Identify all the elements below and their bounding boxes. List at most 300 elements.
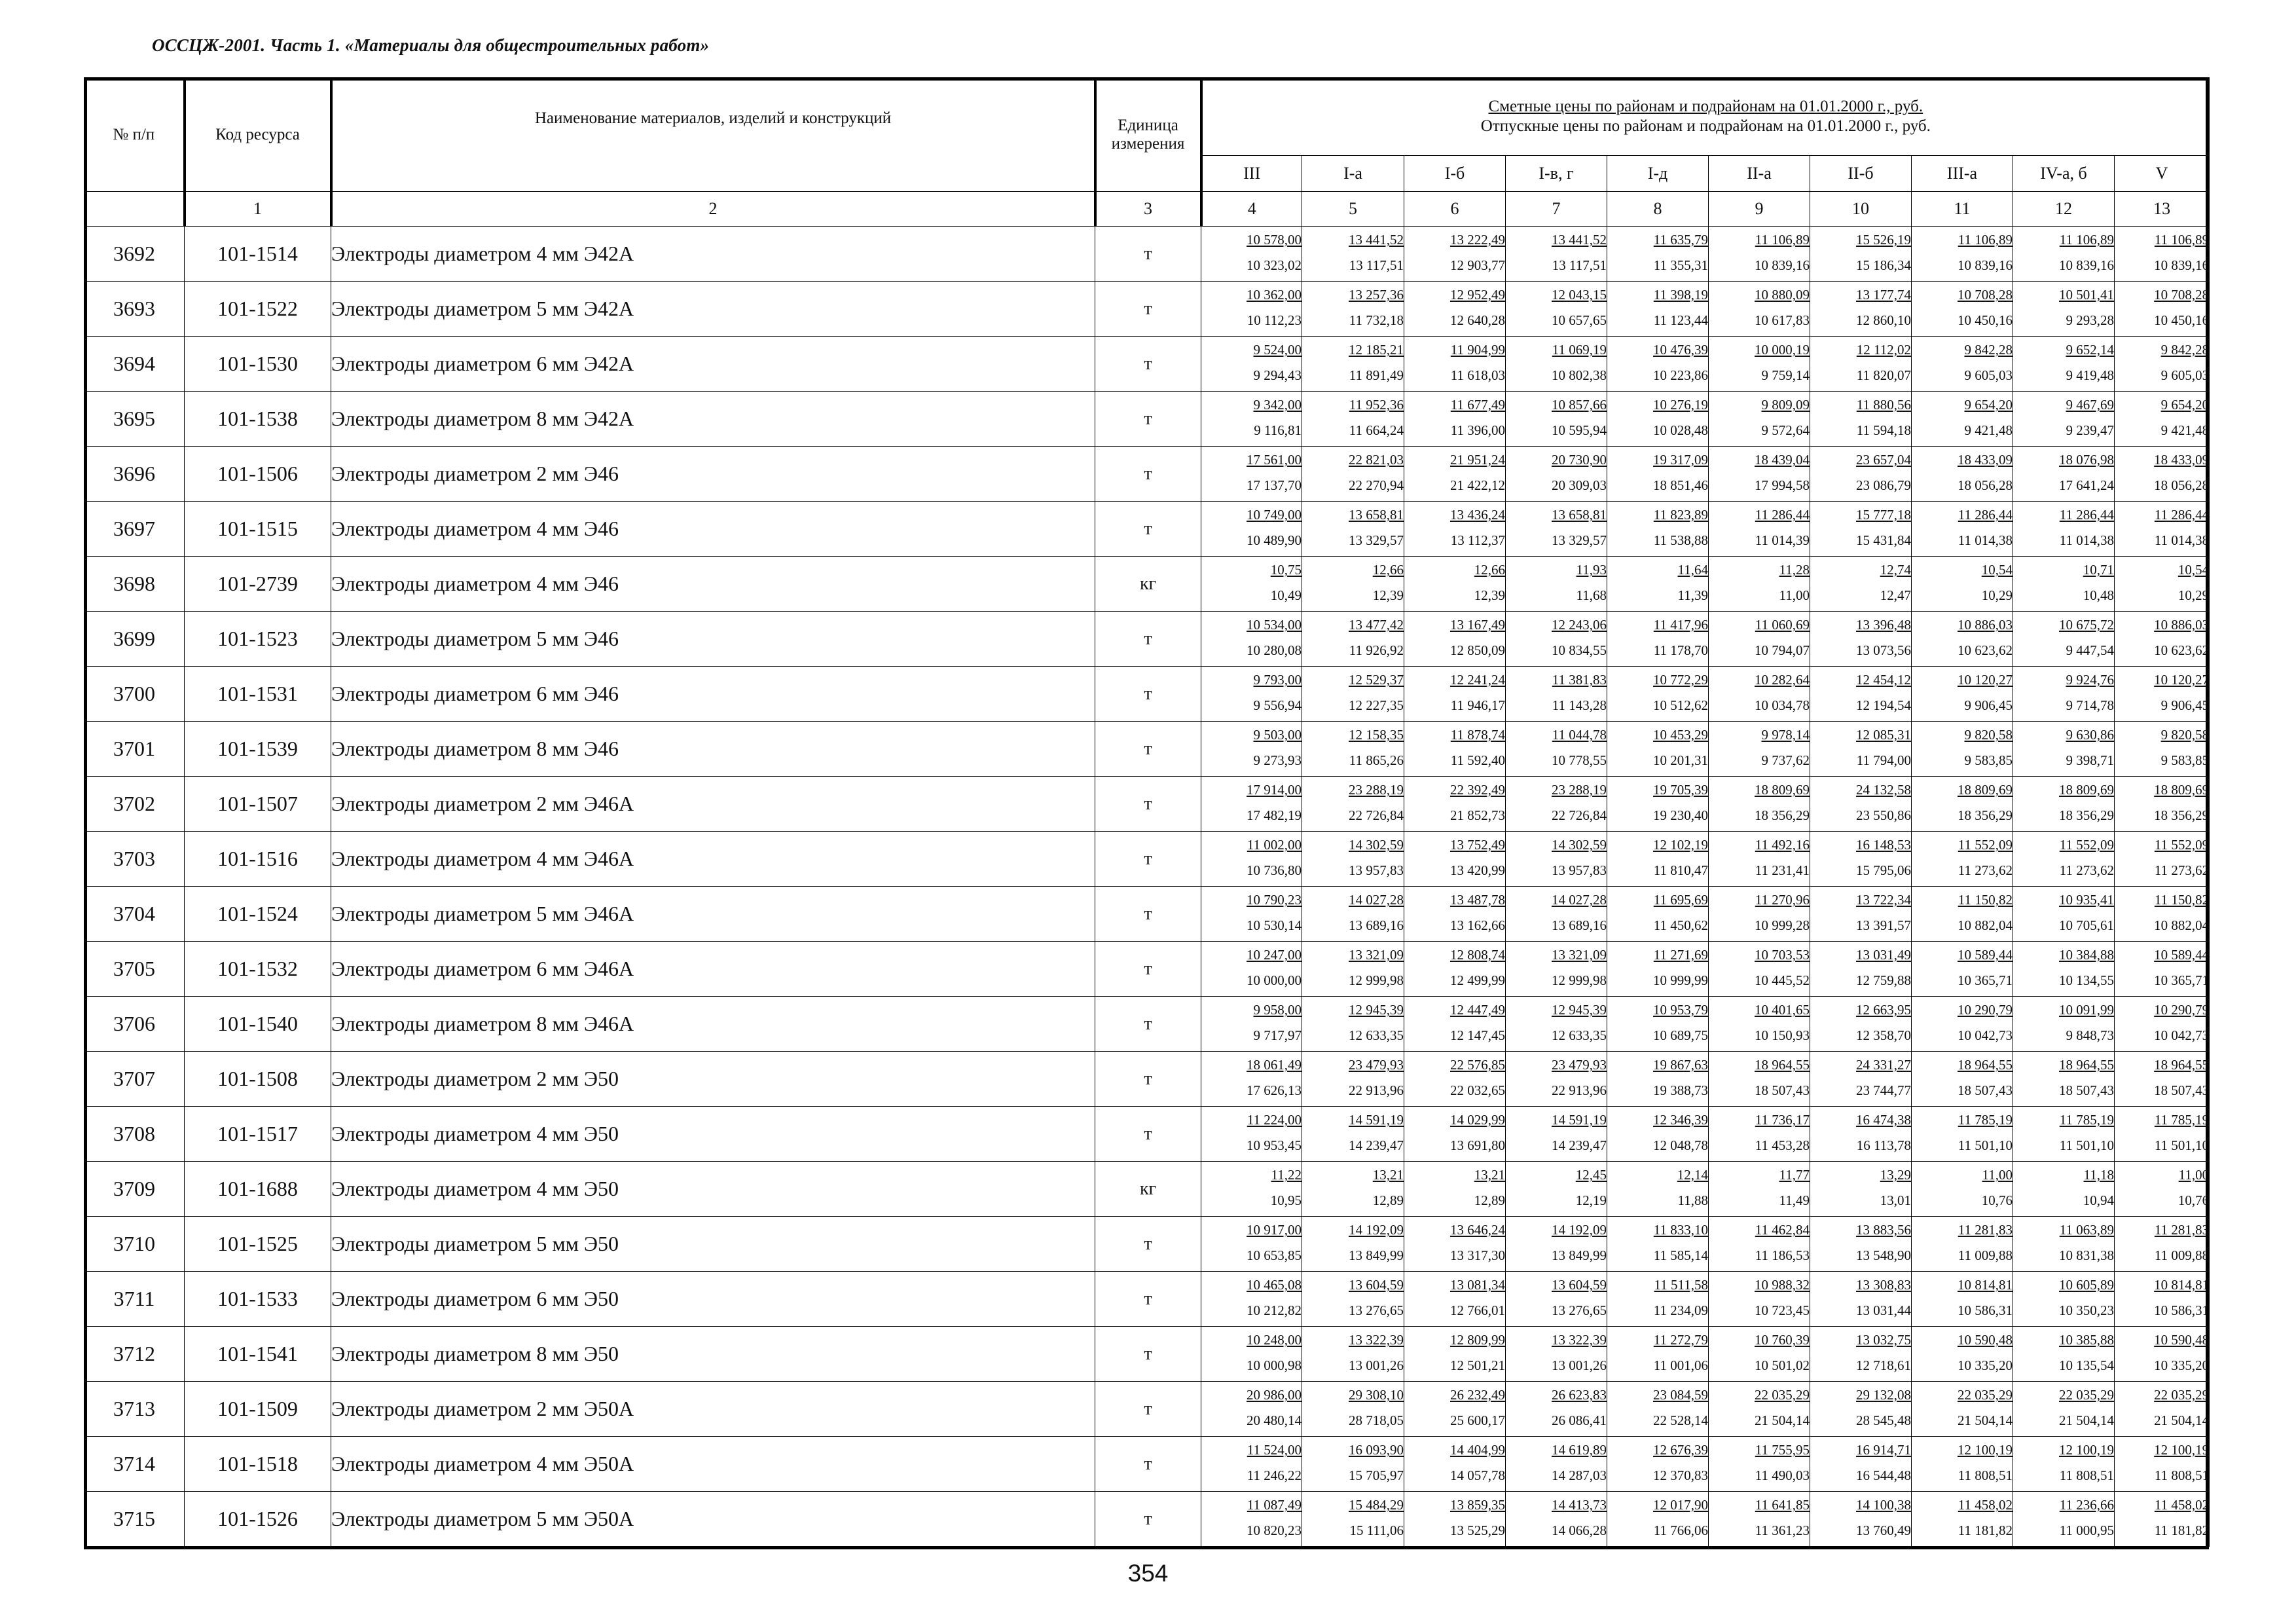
price-cell xyxy=(1404,1107,1506,1162)
price-cell xyxy=(1404,392,1506,447)
price-cell xyxy=(1607,722,1709,777)
unit-of-measure: т xyxy=(1095,942,1201,997)
release-price: 10,49 xyxy=(1270,587,1302,603)
material-name: Электроды диаметром 2 мм Э46А xyxy=(331,777,1095,832)
estimate-price: 18 809,69 xyxy=(1755,782,1810,798)
release-price: 11 361,23 xyxy=(1755,1522,1810,1538)
header-release-title: Отпускные цены по районам и подрайонам на 01.01.2000 г., руб. xyxy=(1480,117,1931,135)
price-cell xyxy=(1912,1437,2013,1492)
material-name: Электроды диаметром 4 мм Э46 xyxy=(331,557,1095,612)
price-cell xyxy=(1201,227,1302,282)
estimate-price: 9 652,14 xyxy=(2066,342,2114,358)
estimate-price: 11 281,83 xyxy=(2154,1222,2210,1238)
release-price: 12 850,09 xyxy=(1450,642,1505,658)
estimate-price: 10 120,27 xyxy=(1958,672,2013,688)
estimate-price: 10 988,32 xyxy=(1755,1277,1810,1293)
price-cell xyxy=(1302,1052,1404,1107)
price-cell xyxy=(1810,1437,1912,1492)
table-row xyxy=(84,557,2210,612)
estimate-price: 18 433,09 xyxy=(2154,452,2210,468)
header-region: V xyxy=(2115,156,2210,192)
estimate-price: 12 529,37 xyxy=(1349,672,1404,688)
price-cell xyxy=(1912,612,2013,667)
header-column-number-empty xyxy=(84,192,185,227)
price-cell xyxy=(1607,612,1709,667)
estimate-price: 14 100,38 xyxy=(1856,1497,1911,1513)
release-price: 15 705,97 xyxy=(1349,1467,1404,1483)
estimate-price: 22 035,29 xyxy=(2059,1387,2114,1403)
estimate-price: 11 381,83 xyxy=(1552,672,1607,688)
price-cell xyxy=(1506,1107,1607,1162)
estimate-price: 10,54 xyxy=(2178,562,2210,578)
release-price: 10 839,16 xyxy=(1958,257,2013,273)
release-price: 11 810,47 xyxy=(1653,862,1708,878)
estimate-price: 9 342,00 xyxy=(1253,397,1302,413)
release-price: 10 839,16 xyxy=(2154,257,2210,273)
header-prices xyxy=(1201,78,2210,156)
price-cell xyxy=(1404,612,1506,667)
price-cell xyxy=(1404,942,1506,997)
price-cell xyxy=(1607,227,1709,282)
estimate-price: 9 978,14 xyxy=(1761,727,1810,743)
release-price: 10 323,02 xyxy=(1247,257,1302,273)
price-cell xyxy=(1506,1437,1607,1492)
price-cell xyxy=(1810,282,1912,337)
material-name: Электроды диаметром 8 мм Э46 xyxy=(331,722,1095,777)
estimate-price: 11,77 xyxy=(1779,1167,1810,1183)
release-price: 13 317,30 xyxy=(1450,1247,1505,1263)
estimate-price: 11,18 xyxy=(2083,1167,2114,1183)
release-price: 10 736,80 xyxy=(1247,862,1302,878)
price-cell xyxy=(1810,612,1912,667)
estimate-price: 15 484,29 xyxy=(1349,1497,1404,1513)
estimate-price: 18 061,49 xyxy=(1247,1057,1302,1073)
estimate-price: 10 790,23 xyxy=(1247,892,1302,908)
estimate-price: 10 760,39 xyxy=(1755,1332,1810,1348)
unit-of-measure: т xyxy=(1095,502,1201,557)
release-price: 9 294,43 xyxy=(1253,367,1302,383)
release-price: 13 689,16 xyxy=(1552,917,1607,933)
estimate-price: 16 474,38 xyxy=(1856,1112,1911,1128)
resource-code: 101-1523 xyxy=(185,612,331,667)
price-cell xyxy=(1607,887,1709,942)
estimate-price: 13 658,81 xyxy=(1552,507,1607,523)
header-column-number: 12 xyxy=(2013,192,2115,227)
estimate-price: 12 945,39 xyxy=(1552,1002,1607,1018)
price-cell xyxy=(1607,337,1709,392)
price-cell xyxy=(1709,887,1810,942)
price-cell xyxy=(1912,1107,2013,1162)
price-cell xyxy=(1810,1162,1912,1217)
price-cell xyxy=(1607,447,1709,502)
estimate-price: 11,64 xyxy=(1677,562,1708,578)
estimate-price: 12 102,19 xyxy=(1653,837,1708,853)
unit-of-measure: т xyxy=(1095,282,1201,337)
estimate-price: 12 809,99 xyxy=(1450,1332,1505,1348)
estimate-price: 12,74 xyxy=(1880,562,1911,578)
price-cell xyxy=(1404,227,1506,282)
price-cell xyxy=(1506,942,1607,997)
table-row xyxy=(84,1272,2210,1327)
price-cell xyxy=(1912,1327,2013,1382)
price-cell xyxy=(2115,1327,2210,1382)
release-price: 13 112,37 xyxy=(1450,532,1505,548)
release-price: 13 329,57 xyxy=(1349,532,1404,548)
estimate-price: 9 793,00 xyxy=(1253,672,1302,688)
release-price: 10 820,23 xyxy=(1247,1522,1302,1538)
estimate-price: 13 322,39 xyxy=(1552,1332,1607,1348)
estimate-price: 11 286,44 xyxy=(2154,507,2210,523)
estimate-price: 10 465,08 xyxy=(1247,1277,1302,1293)
release-price: 18 056,28 xyxy=(1958,477,2013,493)
estimate-price: 13 321,09 xyxy=(1349,947,1404,963)
release-price: 11 231,41 xyxy=(1755,862,1810,878)
estimate-price: 13 441,52 xyxy=(1552,232,1607,248)
price-cell xyxy=(1302,337,1404,392)
price-cell xyxy=(2013,337,2115,392)
price-cell xyxy=(2013,282,2115,337)
resource-code: 101-1538 xyxy=(185,392,331,447)
release-price: 21 852,73 xyxy=(1450,807,1505,823)
release-price: 19 388,73 xyxy=(1653,1082,1708,1098)
estimate-price: 14 302,59 xyxy=(1552,837,1607,853)
row-number: 3713 xyxy=(84,1382,185,1437)
price-cell xyxy=(1404,1162,1506,1217)
price-cell xyxy=(1404,337,1506,392)
release-price: 10 999,28 xyxy=(1755,917,1810,933)
price-cell xyxy=(1404,1327,1506,1382)
release-price: 11 594,18 xyxy=(1856,422,1911,438)
price-cell xyxy=(2013,612,2115,667)
estimate-price: 11 106,89 xyxy=(2059,232,2114,248)
estimate-price: 9 654,20 xyxy=(2160,397,2210,413)
price-cell xyxy=(1607,1437,1709,1492)
price-cell xyxy=(1912,502,2013,557)
estimate-price: 9 467,69 xyxy=(2066,397,2114,413)
release-price: 21 422,12 xyxy=(1450,477,1505,493)
header-region: I-д xyxy=(1607,156,1709,192)
price-cell xyxy=(1912,1272,2013,1327)
estimate-price: 11 458,02 xyxy=(1958,1497,2013,1513)
estimate-price: 11,28 xyxy=(1779,562,1810,578)
estimate-price: 18 809,69 xyxy=(2059,782,2114,798)
release-price: 18 507,43 xyxy=(1958,1082,2013,1098)
price-cell xyxy=(1709,502,1810,557)
release-price: 17 994,58 xyxy=(1755,477,1810,493)
price-cell xyxy=(2115,942,2210,997)
price-cell xyxy=(1201,1327,1302,1382)
release-price: 13 031,44 xyxy=(1856,1302,1911,1318)
estimate-price: 9 820,58 xyxy=(1964,727,2013,743)
release-price: 11,39 xyxy=(1677,587,1708,603)
unit-of-measure: т xyxy=(1095,832,1201,887)
estimate-price: 11 224,00 xyxy=(1247,1112,1302,1128)
price-cell xyxy=(2013,227,2115,282)
release-price: 18 356,29 xyxy=(1755,807,1810,823)
material-name: Электроды диаметром 4 мм Э46 xyxy=(331,502,1095,557)
estimate-price: 11 069,19 xyxy=(1552,342,1607,358)
price-cell xyxy=(1302,832,1404,887)
release-price: 22 913,96 xyxy=(1349,1082,1404,1098)
estimate-price: 18 964,55 xyxy=(1958,1057,2013,1073)
resource-code: 101-1688 xyxy=(185,1162,331,1217)
price-cell xyxy=(1810,832,1912,887)
estimate-price: 9 842,28 xyxy=(2160,342,2210,358)
price-cell xyxy=(1404,997,1506,1052)
unit-of-measure: т xyxy=(1095,997,1201,1052)
estimate-price: 13 604,59 xyxy=(1552,1277,1607,1293)
estimate-price: 18 809,69 xyxy=(1958,782,2013,798)
price-cell xyxy=(1404,1272,1506,1327)
release-price: 10 450,16 xyxy=(2154,312,2210,328)
price-cell xyxy=(1201,667,1302,722)
release-price: 11 946,17 xyxy=(1450,697,1505,713)
header-region: I-в, г xyxy=(1506,156,1607,192)
price-cell xyxy=(1506,1492,1607,1547)
resource-code: 101-2739 xyxy=(185,557,331,612)
header-column-number: 1 xyxy=(185,192,331,227)
release-price: 13 391,57 xyxy=(1856,917,1911,933)
release-price: 9 848,73 xyxy=(2066,1027,2114,1043)
estimate-price: 15 777,18 xyxy=(1856,507,1911,523)
table-row xyxy=(84,1382,2210,1437)
unit-of-measure: т xyxy=(1095,1272,1201,1327)
estimate-price: 13 604,59 xyxy=(1349,1277,1404,1293)
release-price: 12,39 xyxy=(1372,587,1404,603)
material-name: Электроды диаметром 4 мм Э50 xyxy=(331,1162,1095,1217)
estimate-price: 9 842,28 xyxy=(1964,342,2013,358)
header-column-number: 11 xyxy=(1912,192,2013,227)
material-name: Электроды диаметром 2 мм Э50А xyxy=(331,1382,1095,1437)
estimate-price: 11 060,69 xyxy=(1755,617,1810,633)
price-cell xyxy=(1709,832,1810,887)
release-price: 10 595,94 xyxy=(1552,422,1607,438)
release-price: 13 689,16 xyxy=(1349,917,1404,933)
release-price: 10 530,14 xyxy=(1247,917,1302,933)
release-price: 12,89 xyxy=(1474,1192,1505,1208)
estimate-price: 13 487,78 xyxy=(1450,892,1505,908)
price-cell xyxy=(1607,1162,1709,1217)
estimate-price: 12 085,31 xyxy=(1856,727,1911,743)
price-cell xyxy=(2013,1107,2115,1162)
release-price: 17 641,24 xyxy=(2059,477,2114,493)
estimate-price: 22 035,29 xyxy=(1755,1387,1810,1403)
resource-code: 101-1531 xyxy=(185,667,331,722)
estimate-price: 26 232,49 xyxy=(1450,1387,1505,1403)
price-cell xyxy=(1709,1052,1810,1107)
estimate-price: 11 635,79 xyxy=(1653,232,1708,248)
estimate-price: 14 404,99 xyxy=(1450,1442,1505,1458)
price-cell xyxy=(2115,1107,2210,1162)
price-cell xyxy=(1201,447,1302,502)
release-price: 13 525,29 xyxy=(1450,1522,1505,1538)
release-price: 26 086,41 xyxy=(1552,1412,1607,1428)
estimate-price: 10 708,28 xyxy=(2154,287,2210,303)
price-cell xyxy=(1201,1272,1302,1327)
price-cell xyxy=(1709,1272,1810,1327)
release-price: 11 001,06 xyxy=(1653,1357,1708,1373)
release-price: 9 906,45 xyxy=(1964,697,2013,713)
estimate-price: 18 964,55 xyxy=(2059,1057,2114,1073)
release-price: 11 501,10 xyxy=(2059,1137,2114,1153)
price-cell xyxy=(2115,337,2210,392)
price-cell xyxy=(1810,1107,1912,1162)
header-unit-line1: Единица xyxy=(1118,116,1178,134)
price-cell xyxy=(1709,722,1810,777)
release-price: 10 450,16 xyxy=(1958,312,2013,328)
price-cell xyxy=(1404,1217,1506,1272)
resource-code: 101-1522 xyxy=(185,282,331,337)
price-cell xyxy=(1912,997,2013,1052)
resource-code: 101-1541 xyxy=(185,1327,331,1382)
price-cell xyxy=(1912,667,2013,722)
price-cell xyxy=(1709,997,1810,1052)
estimate-price: 12 100,19 xyxy=(2059,1442,2114,1458)
release-price: 11 014,38 xyxy=(2059,532,2114,548)
table-body xyxy=(84,227,2210,1547)
release-price: 11 246,22 xyxy=(1247,1467,1302,1483)
release-price: 9 605,03 xyxy=(2160,367,2210,383)
release-price: 10 617,83 xyxy=(1755,312,1810,328)
price-cell xyxy=(2013,1272,2115,1327)
resource-code: 101-1515 xyxy=(185,502,331,557)
price-cell xyxy=(1506,1217,1607,1272)
row-number: 3707 xyxy=(84,1052,185,1107)
unit-of-measure: т xyxy=(1095,612,1201,667)
price-cell xyxy=(1912,447,2013,502)
row-number: 3715 xyxy=(84,1492,185,1547)
release-price: 20 480,14 xyxy=(1247,1412,1302,1428)
price-cell xyxy=(1201,612,1302,667)
release-price: 12 501,21 xyxy=(1450,1357,1505,1373)
header-column-number: 9 xyxy=(1709,192,1810,227)
estimate-price: 11 272,79 xyxy=(1653,1332,1708,1348)
price-cell xyxy=(1302,1382,1404,1437)
estimate-price: 18 076,98 xyxy=(2059,452,2114,468)
unit-of-measure: т xyxy=(1095,1437,1201,1492)
release-price: 15 795,06 xyxy=(1856,862,1911,878)
price-table xyxy=(84,77,2210,1547)
estimate-price: 11,00 xyxy=(2178,1167,2210,1183)
release-price: 12 766,01 xyxy=(1450,1302,1505,1318)
column-number-row xyxy=(84,192,2210,227)
estimate-price: 14 192,09 xyxy=(1349,1222,1404,1238)
release-price: 12 227,35 xyxy=(1349,697,1404,713)
release-price: 17 482,19 xyxy=(1247,807,1302,823)
price-cell xyxy=(1506,557,1607,612)
release-price: 9 421,48 xyxy=(2160,422,2210,438)
estimate-price: 10 384,88 xyxy=(2059,947,2114,963)
price-cell xyxy=(1404,722,1506,777)
estimate-price: 10 248,00 xyxy=(1247,1332,1302,1348)
release-price: 10 223,86 xyxy=(1653,367,1708,383)
price-cell xyxy=(1912,227,2013,282)
price-cell xyxy=(1506,282,1607,337)
release-price: 12 718,61 xyxy=(1856,1357,1911,1373)
release-price: 10 657,65 xyxy=(1552,312,1607,328)
price-cell xyxy=(1302,1437,1404,1492)
price-cell xyxy=(1709,1492,1810,1547)
release-price: 22 528,14 xyxy=(1653,1412,1708,1428)
release-price: 12,19 xyxy=(1575,1192,1607,1208)
price-cell xyxy=(1506,1162,1607,1217)
price-cell xyxy=(2013,1162,2115,1217)
release-price: 11 865,26 xyxy=(1349,752,1404,768)
table-row xyxy=(84,1052,2210,1107)
release-price: 11 178,70 xyxy=(1653,642,1708,658)
price-cell xyxy=(1912,1382,2013,1437)
release-price: 11 808,51 xyxy=(1958,1467,2013,1483)
release-price: 11 009,88 xyxy=(2154,1247,2210,1263)
release-price: 12,39 xyxy=(1474,587,1505,603)
header-column-number: 8 xyxy=(1607,192,1709,227)
unit-of-measure: кг xyxy=(1095,1162,1201,1217)
price-cell xyxy=(1912,392,2013,447)
estimate-price: 10 453,29 xyxy=(1653,727,1708,743)
price-cell xyxy=(1810,392,1912,447)
release-price: 12 147,45 xyxy=(1450,1027,1505,1043)
estimate-price: 12 346,39 xyxy=(1653,1112,1708,1128)
table-row xyxy=(84,777,2210,832)
price-cell xyxy=(1302,667,1404,722)
price-cell xyxy=(2115,1492,2210,1547)
price-cell xyxy=(1201,1107,1302,1162)
header-region: I-а xyxy=(1302,156,1404,192)
estimate-price: 22 821,03 xyxy=(1349,452,1404,468)
release-price: 9 759,14 xyxy=(1761,367,1810,383)
estimate-price: 13,21 xyxy=(1474,1167,1505,1183)
estimate-price: 11 106,89 xyxy=(2154,232,2210,248)
resource-code: 101-1509 xyxy=(185,1382,331,1437)
estimate-price: 12,14 xyxy=(1677,1167,1708,1183)
estimate-price: 12,45 xyxy=(1575,1167,1607,1183)
material-name: Электроды диаметром 4 мм Э50А xyxy=(331,1437,1095,1492)
resource-code: 101-1507 xyxy=(185,777,331,832)
price-cell xyxy=(2115,1272,2210,1327)
price-cell xyxy=(1201,282,1302,337)
table-header xyxy=(84,78,2210,227)
release-price: 11,00 xyxy=(1779,587,1810,603)
estimate-price: 13 222,49 xyxy=(1450,232,1505,248)
release-price: 11 592,40 xyxy=(1450,752,1505,768)
release-price: 18 356,29 xyxy=(2154,807,2210,823)
price-cell xyxy=(1201,1217,1302,1272)
unit-of-measure: т xyxy=(1095,887,1201,942)
table-row xyxy=(84,1162,2210,1217)
release-price: 11 453,28 xyxy=(1755,1137,1810,1153)
release-price: 10 586,31 xyxy=(1958,1302,2013,1318)
estimate-price: 11 641,85 xyxy=(1755,1497,1810,1513)
release-price: 13 849,99 xyxy=(1552,1247,1607,1263)
release-price: 21 504,14 xyxy=(1958,1412,2013,1428)
release-price: 9 239,47 xyxy=(2066,422,2114,438)
resource-code: 101-1514 xyxy=(185,227,331,282)
estimate-price: 11 236,66 xyxy=(2059,1497,2114,1513)
release-price: 13 001,26 xyxy=(1349,1357,1404,1373)
estimate-price: 12 447,49 xyxy=(1450,1002,1505,1018)
estimate-price: 10 362,00 xyxy=(1247,287,1302,303)
price-cell xyxy=(1810,1272,1912,1327)
estimate-price: 10,54 xyxy=(1981,562,2013,578)
release-price: 11,88 xyxy=(1677,1192,1708,1208)
release-price: 11 450,62 xyxy=(1653,917,1708,933)
price-cell xyxy=(1912,282,2013,337)
release-price: 18 507,43 xyxy=(2059,1082,2114,1098)
estimate-price: 13 722,34 xyxy=(1856,892,1911,908)
estimate-price: 9 924,76 xyxy=(2066,672,2114,688)
estimate-price: 10 880,09 xyxy=(1755,287,1810,303)
estimate-price: 11 878,74 xyxy=(1450,727,1505,743)
